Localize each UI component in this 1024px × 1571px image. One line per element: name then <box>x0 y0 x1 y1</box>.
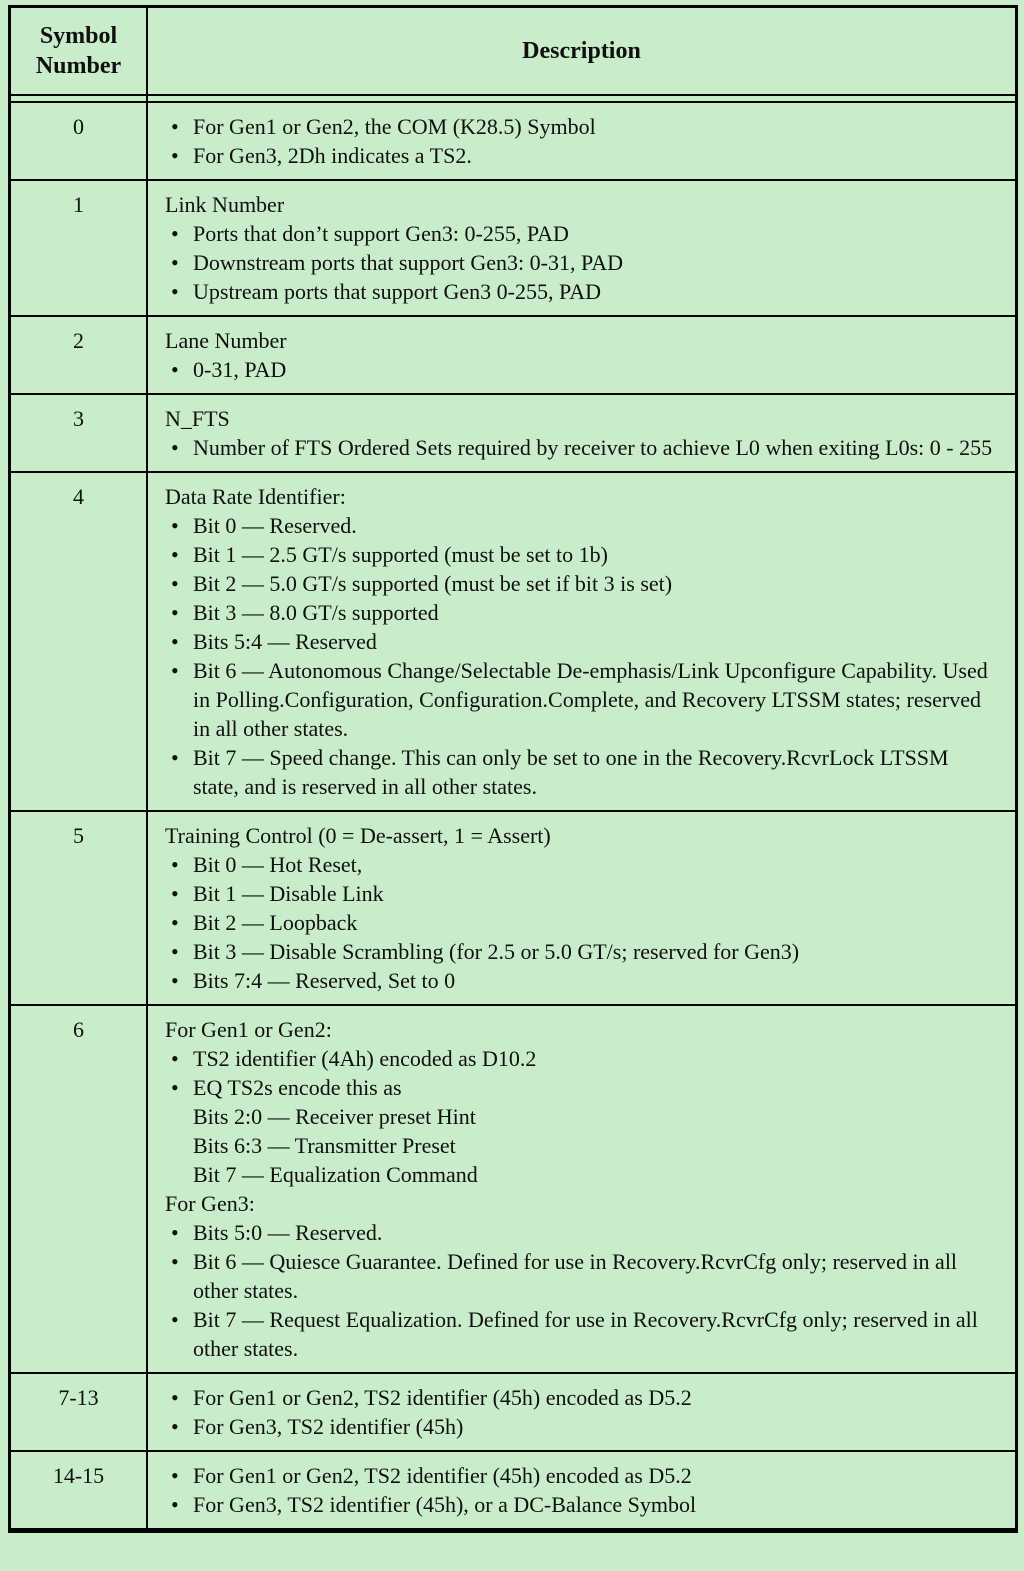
description-cell <box>148 473 1015 810</box>
item-text: Bits 6:3 — Transmitter Preset <box>193 1133 456 1158</box>
bullet-icon: • <box>171 852 179 877</box>
bullet-icon: • <box>171 1075 179 1100</box>
bullet-icon: • <box>171 600 179 625</box>
symbol-description-table <box>8 5 1018 1533</box>
item-text: Bit 3 — 8.0 GT/s supported <box>193 600 439 625</box>
item-text: For Gen3, TS2 identifier (45h) <box>193 1414 464 1439</box>
bullet-item <box>165 141 999 170</box>
bullet-item <box>165 1383 999 1412</box>
bullet-icon: • <box>171 143 179 168</box>
item-text: Bits 2:0 — Receiver preset Hint <box>193 1104 476 1129</box>
bullet-icon: • <box>171 250 179 275</box>
item-text: Bit 2 — 5.0 GT/s supported (must be set if bit 3 is set) <box>193 571 673 596</box>
bullet-item <box>165 511 999 540</box>
symbol-cell: 6 <box>11 1006 148 1372</box>
header-description: Description <box>522 38 641 64</box>
text-line <box>165 1015 999 1044</box>
item-text: Bit 7 — Equalization Command <box>193 1162 478 1187</box>
item-text: N_FTS <box>165 406 230 431</box>
bullet-item <box>165 1073 999 1102</box>
bullet-icon: • <box>171 968 179 993</box>
bullet-item <box>165 248 999 277</box>
bullet-icon: • <box>171 279 179 304</box>
bullet-icon: • <box>171 1220 179 1245</box>
bullet-icon: • <box>171 1249 179 1274</box>
header-symbol-number: Symbol Number <box>11 8 148 94</box>
bullet-icon: • <box>171 1046 179 1071</box>
item-text: Downstream ports that support Gen3: 0-31, PAD <box>193 250 623 275</box>
table-row <box>11 1372 1015 1450</box>
bullet-icon: • <box>171 658 179 683</box>
bullet-item <box>165 112 999 141</box>
item-text: Ports that don’t support Gen3: 0-255, PAD <box>193 221 569 246</box>
item-text: For Gen1 or Gen2, TS2 identifier (45h) encoded as D5.2 <box>193 1463 692 1488</box>
item-text: Lane Number <box>165 328 287 353</box>
item-text: Bit 6 — Autonomous Change/Selectable De-emphasis/Link Upconfigure Capability. Used in Polling.Configuration, Configuration.Complete, and Recovery LTSSM states; reserved in all other states. <box>193 658 988 741</box>
item-text: Bit 7 — Request Equalization. Defined for use in Recovery.RcvrCfg only; reserved in all other states. <box>193 1307 978 1361</box>
bullet-item <box>165 627 999 656</box>
bullet-item <box>165 1412 999 1441</box>
item-text: Training Control (0 = De-assert, 1 = Assert) <box>165 823 551 848</box>
symbol-cell: 2 <box>11 317 148 393</box>
table-row <box>11 1450 1015 1528</box>
item-text: Bit 0 — Reserved. <box>193 513 357 538</box>
symbol-cell: 14-15 <box>11 1452 148 1528</box>
item-text: Bit 2 — Loopback <box>193 910 358 935</box>
description-cell <box>148 812 1015 1004</box>
description-cell <box>148 1374 1015 1450</box>
text-line <box>165 404 999 433</box>
table-row <box>11 315 1015 393</box>
text-line <box>165 1189 999 1218</box>
bullet-item <box>165 1490 999 1519</box>
bullet-icon: • <box>171 939 179 964</box>
item-text: Link Number <box>165 192 285 217</box>
description-cell <box>148 317 1015 393</box>
bullet-icon: • <box>171 629 179 654</box>
bullet-icon: • <box>171 745 179 770</box>
symbol-cell: 7-13 <box>11 1374 148 1450</box>
bullet-item <box>165 1461 999 1490</box>
text-line <box>165 821 999 850</box>
symbol-cell: 3 <box>11 395 148 471</box>
bullet-icon: • <box>171 114 179 139</box>
item-text: EQ TS2s encode this as <box>193 1075 402 1100</box>
bullet-item <box>165 1305 999 1363</box>
table-row <box>11 471 1015 810</box>
item-text: Upstream ports that support Gen3 0-255, PAD <box>193 279 601 304</box>
bullet-item <box>165 433 999 462</box>
bullet-icon: • <box>171 221 179 246</box>
item-text: Bit 3 — Disable Scrambling (for 2.5 or 5.0 GT/s; reserved for Gen3) <box>193 939 800 964</box>
bullet-item <box>165 656 999 743</box>
bullet-item <box>165 219 999 248</box>
bullet-icon: • <box>171 1307 179 1332</box>
description-cell <box>148 1006 1015 1372</box>
item-text: For Gen1 or Gen2: <box>165 1017 332 1042</box>
bullet-icon: • <box>171 910 179 935</box>
bullet-item <box>165 850 999 879</box>
bullet-icon: • <box>171 1463 179 1488</box>
text-line <box>165 190 999 219</box>
text-line <box>165 326 999 355</box>
sub-item <box>165 1102 999 1131</box>
bullet-icon: • <box>171 881 179 906</box>
bullet-item <box>165 598 999 627</box>
bullet-icon: • <box>171 542 179 567</box>
symbol-cell: 1 <box>11 181 148 315</box>
item-text: Bits 7:4 — Reserved, Set to 0 <box>193 968 456 993</box>
table-row <box>11 393 1015 471</box>
bullet-item <box>165 1044 999 1073</box>
header-double-line-gap <box>11 96 1015 101</box>
table-row <box>11 810 1015 1004</box>
item-text: TS2 identifier (4Ah) encoded as D10.2 <box>193 1046 537 1071</box>
item-text: For Gen3, TS2 identifier (45h), or a DC-Balance Symbol <box>193 1492 697 1517</box>
bullet-icon: • <box>171 435 179 460</box>
bullet-item <box>165 355 999 384</box>
bullet-item <box>165 569 999 598</box>
item-text: Bit 1 — 2.5 GT/s supported (must be set to 1b) <box>193 542 608 567</box>
item-text: 0-31, PAD <box>193 357 287 382</box>
item-text: For Gen1 or Gen2, TS2 identifier (45h) encoded as D5.2 <box>193 1385 692 1410</box>
description-cell <box>148 395 1015 471</box>
header-gap-description-segment <box>148 96 1015 101</box>
bullet-icon: • <box>171 1414 179 1439</box>
header-gap-symbol-segment <box>11 96 148 101</box>
item-text: For Gen3, 2Dh indicates a TS2. <box>193 143 472 168</box>
table-header-row <box>11 8 1015 96</box>
bullet-item <box>165 966 999 995</box>
item-text: Bit 1 — Disable Link <box>193 881 384 906</box>
item-text: Bits 5:4 — Reserved <box>193 629 377 654</box>
item-text: Number of FTS Ordered Sets required by receiver to achieve L0 when exiting L0s: 0 - 255 <box>193 435 993 460</box>
text-line <box>165 482 999 511</box>
bullet-icon: • <box>171 357 179 382</box>
description-cell <box>148 103 1015 179</box>
bullet-item <box>165 937 999 966</box>
bullet-item <box>165 1247 999 1305</box>
bullet-icon: • <box>171 571 179 596</box>
bullet-icon: • <box>171 513 179 538</box>
item-text: For Gen3: <box>165 1191 255 1216</box>
bullet-item <box>165 1218 999 1247</box>
table-row <box>11 101 1015 179</box>
table-row <box>11 1004 1015 1372</box>
description-cell <box>148 181 1015 315</box>
sub-item <box>165 1160 999 1189</box>
item-text: Data Rate Identifier: <box>165 484 346 509</box>
bullet-item <box>165 879 999 908</box>
item-text: Bit 6 — Quiesce Guarantee. Defined for use in Recovery.RcvrCfg only; reserved in all other states. <box>193 1249 958 1303</box>
symbol-cell: 0 <box>11 103 148 179</box>
sub-item <box>165 1131 999 1160</box>
symbol-cell: 5 <box>11 812 148 1004</box>
description-cell <box>148 1452 1015 1528</box>
bullet-icon: • <box>171 1492 179 1517</box>
bullet-item <box>165 743 999 801</box>
bullet-icon: • <box>171 1385 179 1410</box>
bullet-item <box>165 540 999 569</box>
table-body <box>11 101 1015 1528</box>
item-text: For Gen1 or Gen2, the COM (K28.5) Symbol <box>193 114 596 139</box>
page <box>0 5 1024 1571</box>
table-row <box>11 179 1015 315</box>
item-text: Bit 7 — Speed change. This can only be set to one in the Recovery.RcvrLock LTSSM state, and is reserved in all other states. <box>193 745 949 799</box>
item-text: Bits 5:0 — Reserved. <box>193 1220 383 1245</box>
item-text: Bit 0 — Hot Reset, <box>193 852 363 877</box>
bullet-item <box>165 277 999 306</box>
bullet-item <box>165 908 999 937</box>
symbol-cell: 4 <box>11 473 148 810</box>
